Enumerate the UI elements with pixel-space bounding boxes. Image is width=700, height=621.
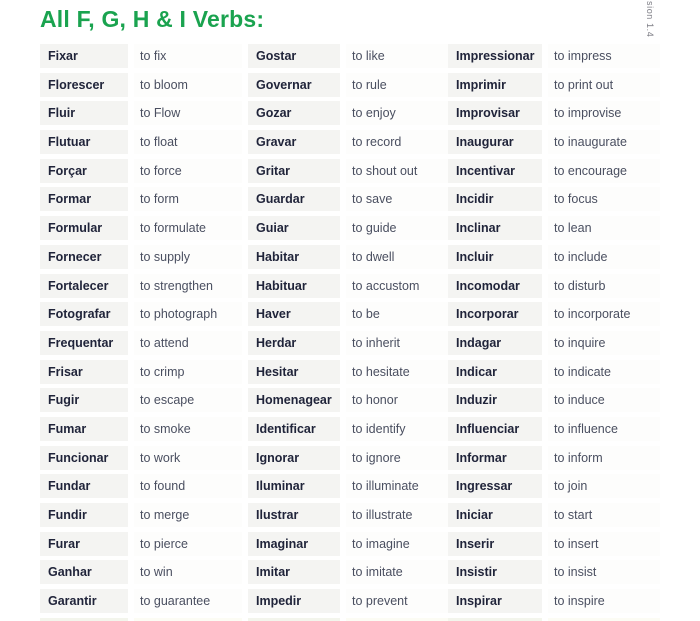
verb-row — [40, 274, 242, 298]
verb-row — [448, 503, 660, 527]
verb-cell: Habitar — [248, 245, 340, 269]
page-title: All F, G, H & I Verbs: — [40, 6, 265, 33]
translation-cell — [346, 618, 450, 621]
verb-row — [448, 216, 660, 240]
verb-row — [448, 159, 660, 183]
partial-next-row — [448, 618, 660, 621]
translation-cell: to be — [346, 302, 450, 326]
translation-cell: to photograph — [134, 302, 242, 326]
verb-row — [448, 274, 660, 298]
verb-row — [248, 216, 450, 240]
verb-row — [248, 388, 450, 412]
translation-cell: to enjoy — [346, 101, 450, 125]
verb-row — [248, 589, 450, 613]
verb-row — [448, 302, 660, 326]
translation-cell: to save — [346, 187, 450, 211]
translation-cell: to merge — [134, 503, 242, 527]
translation-cell: to indicate — [548, 360, 660, 384]
translation-cell: to inform — [548, 446, 660, 470]
verb-cell — [40, 618, 128, 621]
verb-row — [448, 474, 660, 498]
translation-cell: to fix — [134, 44, 242, 68]
verb-cell: Formular — [40, 216, 128, 240]
verb-row — [448, 560, 660, 584]
verb-cell: Garantir — [40, 589, 128, 613]
verb-row — [40, 589, 242, 613]
verb-row — [248, 360, 450, 384]
verb-row — [248, 159, 450, 183]
translation-cell: to influence — [548, 417, 660, 441]
verb-cell: Indagar — [448, 331, 542, 355]
translation-cell: to encourage — [548, 159, 660, 183]
verb-row — [40, 216, 242, 240]
verb-cell: Induzir — [448, 388, 542, 412]
verb-column — [40, 44, 242, 621]
translation-cell: to smoke — [134, 417, 242, 441]
verb-column — [248, 44, 450, 621]
translation-cell: to improvise — [548, 101, 660, 125]
verb-row — [248, 446, 450, 470]
translation-cell: to inquire — [548, 331, 660, 355]
verb-cell: Fortalecer — [40, 274, 128, 298]
verb-cell: Incidir — [448, 187, 542, 211]
translation-cell: to supply — [134, 245, 242, 269]
translation-cell: to disturb — [548, 274, 660, 298]
verb-row — [248, 187, 450, 211]
verb-cell: Formar — [40, 187, 128, 211]
translation-cell: to ignore — [346, 446, 450, 470]
translation-cell: to attend — [134, 331, 242, 355]
verb-cell: Fixar — [40, 44, 128, 68]
verb-cell: Gostar — [248, 44, 340, 68]
translation-cell: to identify — [346, 417, 450, 441]
verb-row — [248, 44, 450, 68]
verb-cell: Imprimir — [448, 73, 542, 97]
verb-cell: Indicar — [448, 360, 542, 384]
verb-row — [40, 159, 242, 183]
translation-cell: to prevent — [346, 589, 450, 613]
translation-cell: to insist — [548, 560, 660, 584]
verb-row — [248, 302, 450, 326]
verb-row — [248, 245, 450, 269]
verb-row — [448, 101, 660, 125]
verb-cell: Furar — [40, 532, 128, 556]
version-label: sion 1.4 — [645, 1, 655, 38]
verb-row — [40, 388, 242, 412]
translation-cell: to impress — [548, 44, 660, 68]
verb-row — [248, 331, 450, 355]
verb-cell: Gravar — [248, 130, 340, 154]
translation-cell: to induce — [548, 388, 660, 412]
verb-row — [248, 73, 450, 97]
verb-row — [448, 44, 660, 68]
verb-cell: Habituar — [248, 274, 340, 298]
translation-cell: to inspire — [548, 589, 660, 613]
translation-cell: to incorporate — [548, 302, 660, 326]
translation-cell: to guide — [346, 216, 450, 240]
verb-cell: Fluir — [40, 101, 128, 125]
verb-cell: Governar — [248, 73, 340, 97]
verb-cell: Fornecer — [40, 245, 128, 269]
translation-cell: to work — [134, 446, 242, 470]
verb-row — [248, 274, 450, 298]
verb-row — [448, 532, 660, 556]
verb-cell: Ignorar — [248, 446, 340, 470]
verb-cell: Inclinar — [448, 216, 542, 240]
verb-row — [40, 331, 242, 355]
verb-cell: Inspirar — [448, 589, 542, 613]
translation-cell: to escape — [134, 388, 242, 412]
translation-cell: to start — [548, 503, 660, 527]
verb-row — [248, 532, 450, 556]
verb-cell: Inaugurar — [448, 130, 542, 154]
verb-cell: Fundir — [40, 503, 128, 527]
verb-cell: Haver — [248, 302, 340, 326]
translation-cell: to crimp — [134, 360, 242, 384]
verb-row — [248, 101, 450, 125]
verb-cell: Hesitar — [248, 360, 340, 384]
verb-cell: Insistir — [448, 560, 542, 584]
translation-cell: to accustom — [346, 274, 450, 298]
translation-cell: to illuminate — [346, 474, 450, 498]
translation-cell: to record — [346, 130, 450, 154]
translation-cell — [134, 618, 242, 621]
verb-row — [448, 446, 660, 470]
translation-cell: to inherit — [346, 331, 450, 355]
verb-cell: Influenciar — [448, 417, 542, 441]
verb-row — [40, 360, 242, 384]
verb-cell: Incorporar — [448, 302, 542, 326]
translation-cell: to like — [346, 44, 450, 68]
verb-row — [448, 589, 660, 613]
verb-row — [40, 446, 242, 470]
verb-row — [40, 417, 242, 441]
verb-row — [40, 245, 242, 269]
partial-next-row — [40, 618, 242, 621]
translation-cell — [548, 618, 660, 621]
verb-row — [40, 101, 242, 125]
verb-cell: Incentivar — [448, 159, 542, 183]
verb-cell: Flutuar — [40, 130, 128, 154]
translation-cell: to rule — [346, 73, 450, 97]
translation-cell: to win — [134, 560, 242, 584]
verb-cell: Ingressar — [448, 474, 542, 498]
verb-row — [448, 331, 660, 355]
verb-row — [448, 360, 660, 384]
translation-cell: to dwell — [346, 245, 450, 269]
translation-cell: to illustrate — [346, 503, 450, 527]
translation-cell: to insert — [548, 532, 660, 556]
verb-cell: Inserir — [448, 532, 542, 556]
translation-cell: to lean — [548, 216, 660, 240]
verb-cell: Incluir — [448, 245, 542, 269]
translation-cell: to Flow — [134, 101, 242, 125]
verb-cell: Improvisar — [448, 101, 542, 125]
translation-cell: to found — [134, 474, 242, 498]
verb-row — [248, 130, 450, 154]
verb-row — [40, 187, 242, 211]
verb-cell: Imitar — [248, 560, 340, 584]
verb-cell: Identificar — [248, 417, 340, 441]
verb-cell: Imaginar — [248, 532, 340, 556]
verb-cell: Incomodar — [448, 274, 542, 298]
translation-cell: to focus — [548, 187, 660, 211]
translation-cell: to imagine — [346, 532, 450, 556]
verb-cell: Guardar — [248, 187, 340, 211]
verb-cell: Informar — [448, 446, 542, 470]
verb-row — [40, 560, 242, 584]
translation-cell: to join — [548, 474, 660, 498]
verb-row — [40, 44, 242, 68]
verb-cell: Homenagear — [248, 388, 340, 412]
translation-cell: to inaugurate — [548, 130, 660, 154]
verb-cell: Gozar — [248, 101, 340, 125]
verb-cell: Frisar — [40, 360, 128, 384]
translation-cell: to shout out — [346, 159, 450, 183]
translation-cell: to formulate — [134, 216, 242, 240]
translation-cell: to bloom — [134, 73, 242, 97]
verb-row — [248, 560, 450, 584]
verb-cell: Impedir — [248, 589, 340, 613]
verb-row — [448, 388, 660, 412]
verb-column — [448, 44, 660, 621]
translation-cell: to force — [134, 159, 242, 183]
verb-cell: Fugir — [40, 388, 128, 412]
verb-cell: Florescer — [40, 73, 128, 97]
verb-cell: Fumar — [40, 417, 128, 441]
verb-cell: Ganhar — [40, 560, 128, 584]
verb-cell: Impressionar — [448, 44, 542, 68]
verb-cell: Fotografar — [40, 302, 128, 326]
verb-row — [40, 73, 242, 97]
verb-row — [448, 417, 660, 441]
translation-cell: to guarantee — [134, 589, 242, 613]
verb-row — [40, 474, 242, 498]
verb-row — [448, 245, 660, 269]
verb-cell: Frequentar — [40, 331, 128, 355]
verb-cell — [448, 618, 542, 621]
verb-cell: Gritar — [248, 159, 340, 183]
translation-cell: to print out — [548, 73, 660, 97]
verb-row — [248, 474, 450, 498]
verb-row — [448, 187, 660, 211]
verb-cell — [248, 618, 340, 621]
verb-cell: Iniciar — [448, 503, 542, 527]
verb-row — [448, 73, 660, 97]
verb-cell: Forçar — [40, 159, 128, 183]
translation-cell: to hesitate — [346, 360, 450, 384]
translation-cell: to form — [134, 187, 242, 211]
translation-cell: to imitate — [346, 560, 450, 584]
verb-cell: Guiar — [248, 216, 340, 240]
verb-cell: Funcionar — [40, 446, 128, 470]
translation-cell: to strengthen — [134, 274, 242, 298]
translation-cell: to include — [548, 245, 660, 269]
verb-cell: Iluminar — [248, 474, 340, 498]
verb-cell: Fundar — [40, 474, 128, 498]
verb-row — [248, 417, 450, 441]
verb-row — [448, 130, 660, 154]
translation-cell: to pierce — [134, 532, 242, 556]
verb-row — [40, 302, 242, 326]
verb-row — [248, 503, 450, 527]
verb-row — [40, 503, 242, 527]
verb-cell: Ilustrar — [248, 503, 340, 527]
verb-cell: Herdar — [248, 331, 340, 355]
verb-row — [40, 130, 242, 154]
translation-cell: to honor — [346, 388, 450, 412]
verb-row — [40, 532, 242, 556]
partial-next-row — [248, 618, 450, 621]
translation-cell: to float — [134, 130, 242, 154]
